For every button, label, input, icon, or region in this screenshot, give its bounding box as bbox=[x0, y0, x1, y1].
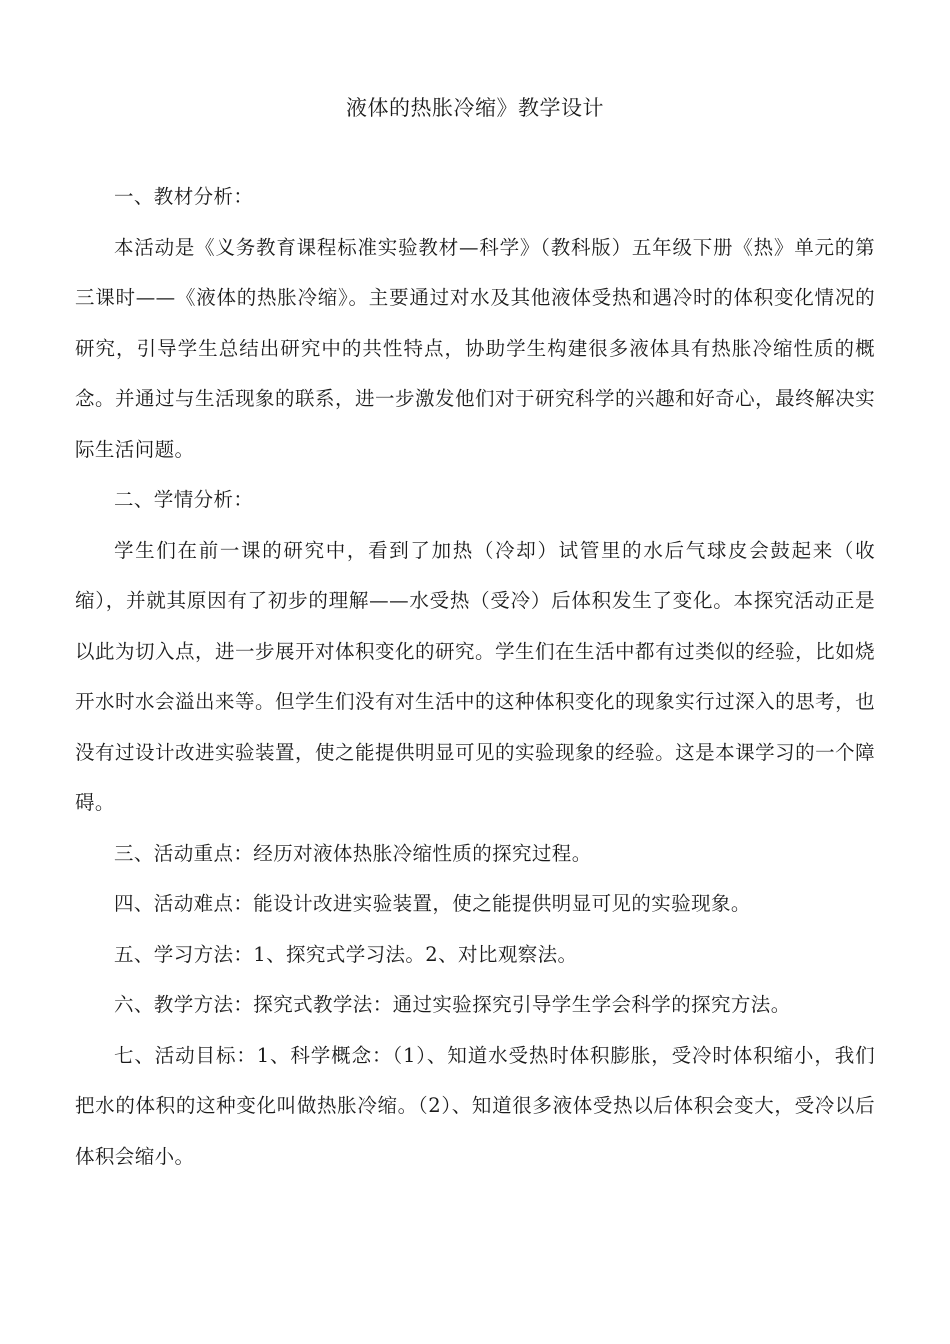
section-difficulties: 四、活动难点：能设计改进实验装置，使之能提供明显可见的实验现象。 bbox=[114, 892, 751, 915]
section-heading-student-analysis: 二、学情分析： bbox=[114, 488, 254, 511]
section-teaching-methods: 六、教学方法：探究式教学法：通过实验探究引导学生学会科学的探究方法。 bbox=[114, 993, 791, 1016]
document-body bbox=[75, 172, 875, 1182]
document-title: 液体的热胀冷缩》教学设计 bbox=[346, 96, 604, 120]
section-learning-methods: 五、学习方法：1、探究式学习法。2、对比观察法。 bbox=[114, 942, 578, 966]
paragraph-student-analysis: 学生们在前一课的研究中，看到了加热（冷却）试管里的水后气球皮会鼓起来（收缩），并就其原因有了初步的理解——水受热（受冷）后体积发生了变化。本探究活动正是以此为切入点，进一步展开对体积变化的研究。学生们在生活中都有过类似的经验，比如烧开水时水会溢出来等。但学生们没有对生活中的这种体积变化的现象实行过深入的思考，也没有过设计改进实验装置，使之能提供明显可见的实验现象的经验。这是本课学习的一个障碍。 bbox=[75, 538, 875, 814]
paragraph-textbook-analysis: 本活动是《义务教育课程标准实验教材—科学》（教科版）五年级下册《热》单元的第三课时——《液体的热胀冷缩》。主要通过对水及其他液体受热和遇冷时的体积变化情况的研究，引导学生总结出研究中的共性特点，协助学生构建很多液体具有热胀冷缩性质的概念。并通过与生活现象的联系，进一步激发他们对于研究科学的兴趣和好奇心，最终解决实际生活问题。 bbox=[75, 235, 875, 461]
section-activity-goals: 七、活动目标：1、科学概念：（1）、知道水受热时体积膨胀，受冷时体积缩小，我们把水的体积的这种变化叫做热胀冷缩。（2）、知道很多液体受热以后体积会变大，受冷以后体积会缩小。 bbox=[75, 1043, 875, 1168]
section-key-points: 三、活动重点：经历对液体热胀冷缩性质的探究过程。 bbox=[114, 841, 592, 865]
section-heading-textbook-analysis: 一、教材分析： bbox=[114, 185, 254, 208]
